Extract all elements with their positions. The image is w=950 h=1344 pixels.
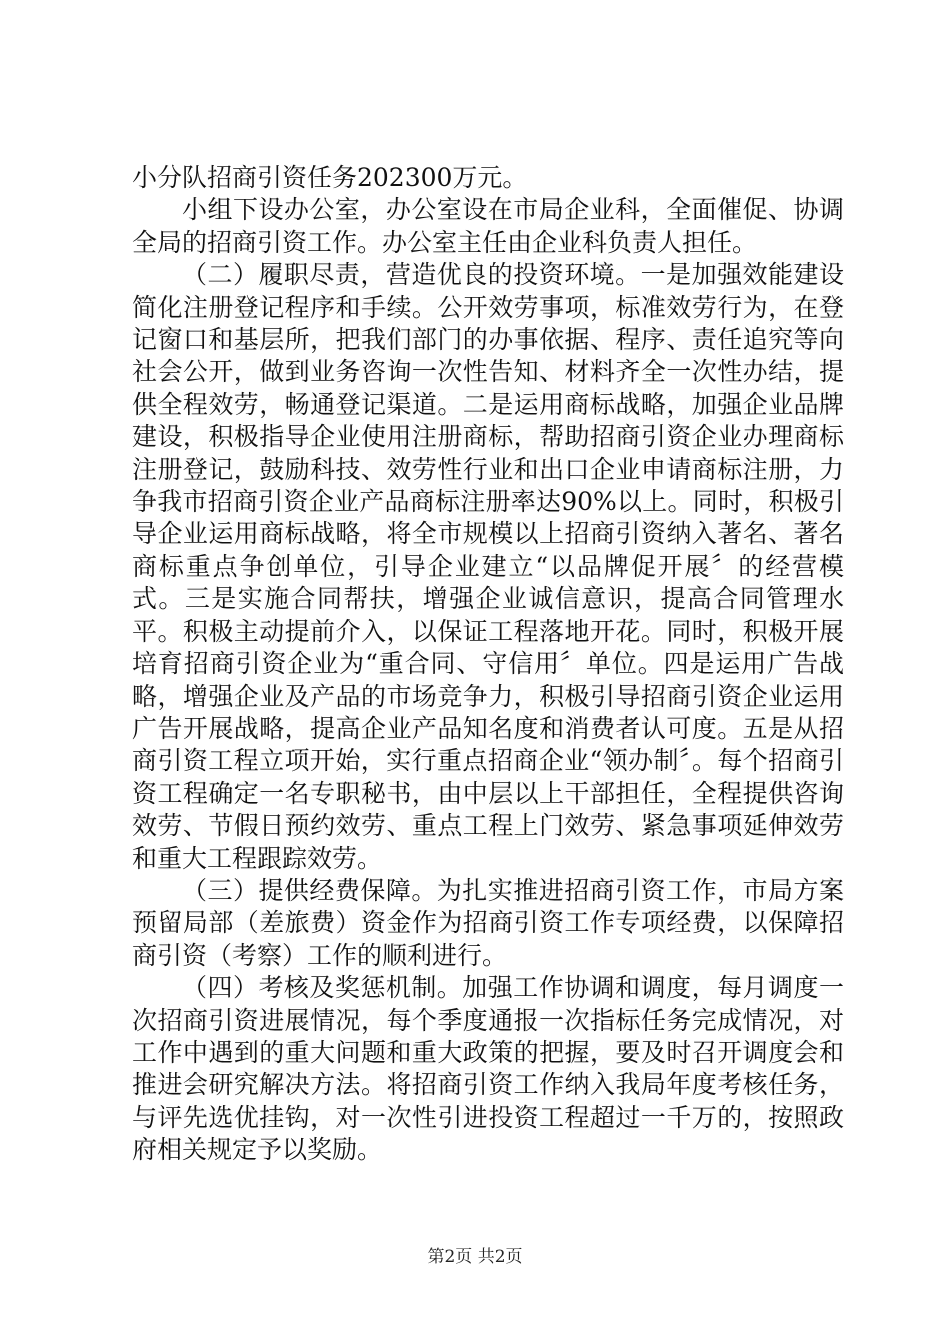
page-footer: 第2页 共2页 <box>427 1247 523 1267</box>
document-body <box>132 162 844 1167</box>
paragraph-continuation: 小分队招商引资任务202300万元。 <box>132 163 528 192</box>
paragraph-section-3: （三）提供经费保障。为扎实推进招商引资工作，市局方案预留局部（差旅费）资金作为招商引资工作专项经费，以保障招商引资（考察）工作的顺利进行。 <box>132 875 844 970</box>
paragraph-section-2: （二）履职尽责，营造优良的投资环境。一是加强效能建设简化注册登记程序和手续。公开效劳事项，标准效劳行为，在登记窗口和基层所，把我们部门的办事依据、程序、责任追究等向社会公开，做到业务咨询一次性告知、材料齐全一次性办结，提供全程效劳，畅通登记渠道。二是运用商标战略，加强企业品牌建设，积极指导企业使用注册商标，帮助招商引资企业办理商标注册登记，鼓励科技、效劳性行业和出口企业申请商标注册，力争我市招商引资企业产品商标注册率达90%以上。同时，积极引导企业运用商标战略，将全市规模以上招商引资纳入著名、著名商标重点争创单位，引导企业建立“以品牌促开展〞的经营模式。三是实施合同帮扶，增强企业诚信意识，提高合同管理水平。积极主动提前介入，以保证工程落地开花。同时，积极开展培育招商引资企业为“重合同、守信用〞单位。四是运用广告战略，增强企业及产品的市场竞争力，积极引导招商引资企业运用广告开展战略，提高企业产品知名度和消费者认可度。五是从招商引资工程立项开始，实行重点招商企业“领办制〞。每个招商引资工程确定一名专职秘书，由中层以上干部担任，全程提供咨询效劳、节假日预约效劳、重点工程上门效劳、紧急事项延伸效劳和重大工程跟踪效劳。 <box>132 260 844 873</box>
paragraph-section-4: （四）考核及奖惩机制。加强工作协调和调度，每月调度一次招商引资进展情况，每个季度通报一次指标任务完成情况，对工作中遇到的重大问题和重大政策的把握，要及时召开调度会和推进会研究解决方法。将招商引资工作纳入我局年度考核任务，与评先选优挂钩，对一次性引进投资工程超过一千万的，按照政府相关规定予以奖励。 <box>132 973 844 1165</box>
paragraph-office: 小组下设办公室，办公室设在市局企业科，全面催促、协调全局的招商引资工作。办公室主任由企业科负责人担任。 <box>132 195 844 257</box>
